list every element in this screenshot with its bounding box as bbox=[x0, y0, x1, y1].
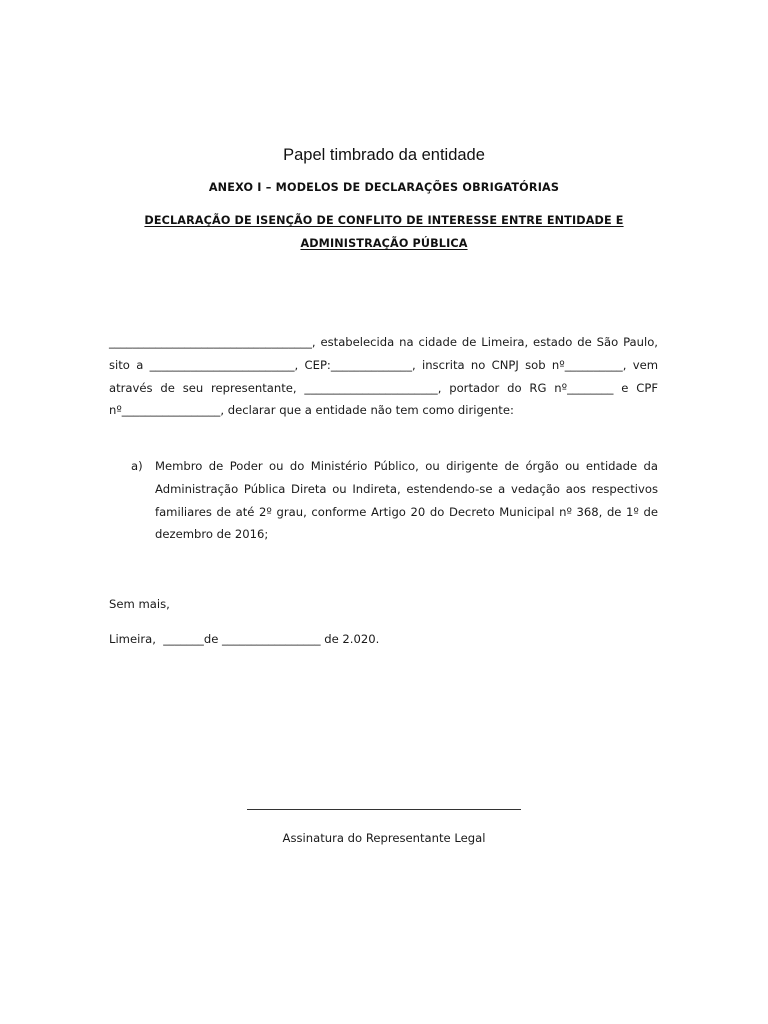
declaration-body-paragraph: ___________________________________, estabelecida na cidade de Limeira, estado de São Paulo, sito a _________________________, CEP:______________, inscrita no CNPJ sob nº__________, vem através de seu representante, _______________________, portador do RG nº________ e CPF nº_________________, declarar que a entidade não tem como dirigente: bbox=[109, 335, 658, 418]
list-item-marker: a) bbox=[131, 459, 143, 473]
declaration-title bbox=[110, 209, 658, 255]
signature-label: Assinatura do Representante Legal bbox=[282, 831, 486, 845]
list-item-text: Membro de Poder ou do Ministério Público, ou dirigente de órgão ou entidade da Administração Pública Direta ou Indireta, estendendo-se a vedação aos respectivos familiares de até 2º grau, conforme Artigo 20 do Decreto Municipal nº 368, de 1º de dezembro de 2016; bbox=[155, 459, 658, 542]
closing-text: Sem mais, bbox=[109, 597, 170, 611]
signature-line bbox=[247, 809, 521, 810]
declaration-title-line-1: DECLARAÇÃO DE ISENÇÃO DE CONFLITO DE INTERESSE ENTRE ENTIDADE E bbox=[144, 214, 624, 227]
declaration-title-line-2: ADMINISTRAÇÃO PÚBLICA bbox=[300, 237, 468, 250]
place-date-line: Limeira, _______de _________________ de 2.020. bbox=[109, 632, 380, 646]
annex-title: ANEXO I – MODELOS DE DECLARAÇÕES OBRIGATÓRIAS bbox=[208, 181, 560, 194]
letterhead-placeholder: Papel timbrado da entidade bbox=[283, 146, 485, 164]
list-item bbox=[131, 455, 658, 546]
